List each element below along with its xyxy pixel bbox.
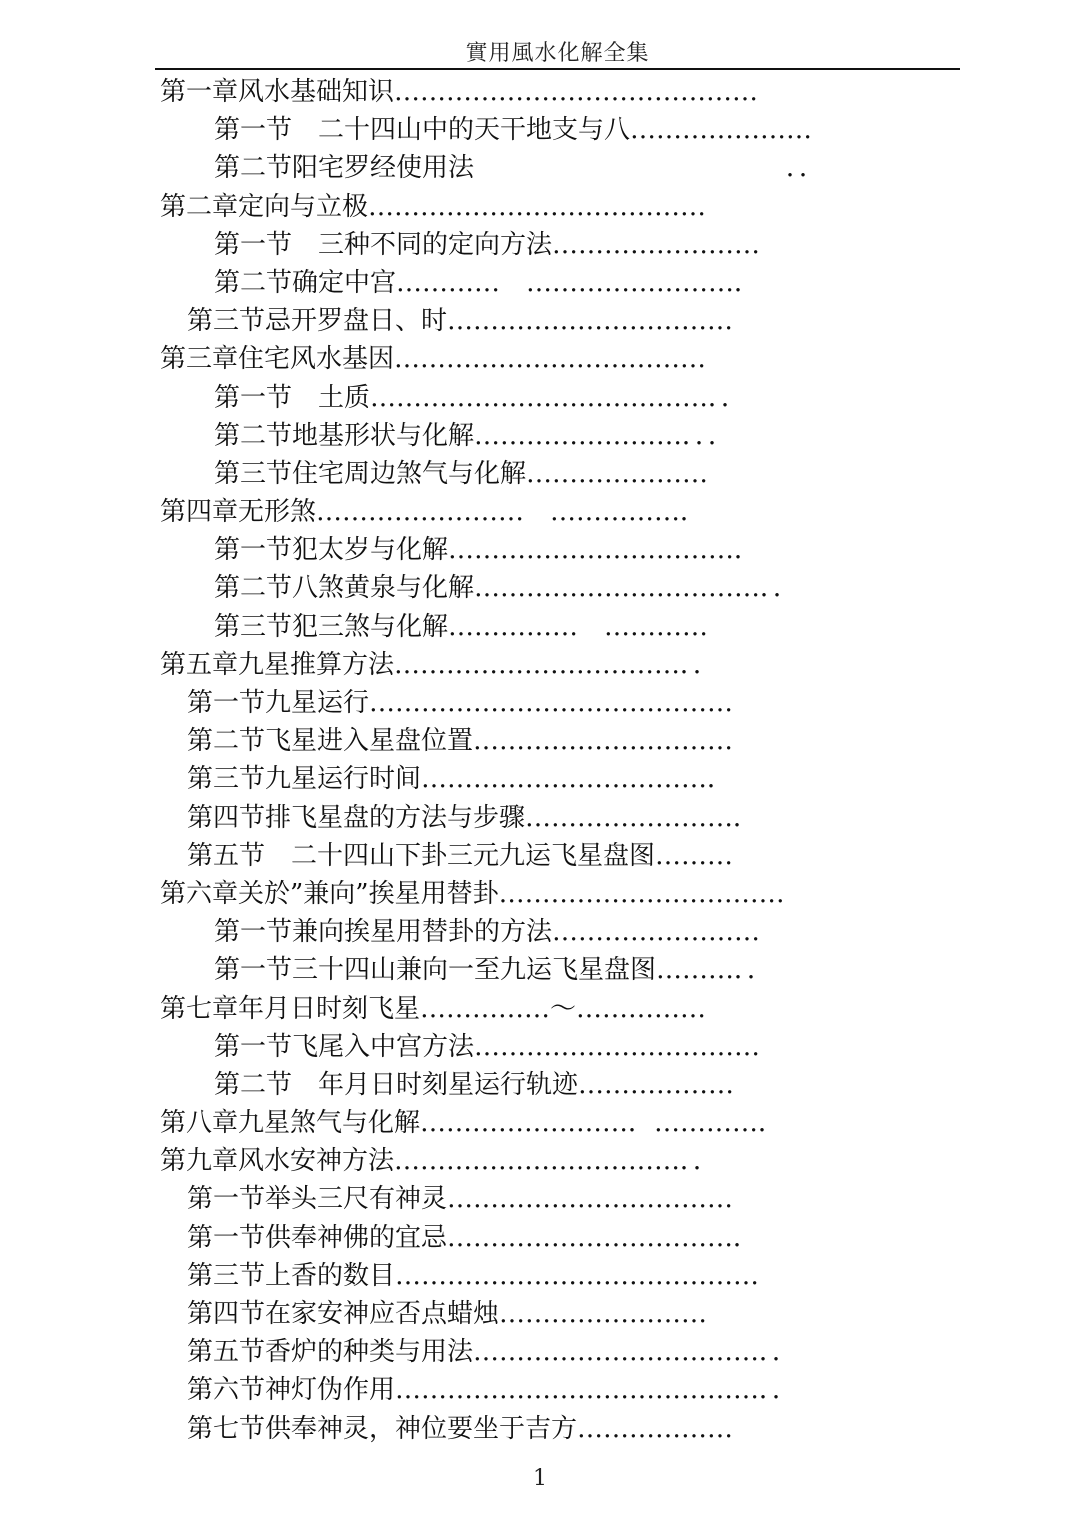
toc-section-entry <box>0 1295 1080 1333</box>
toc-section-entry <box>0 226 1080 264</box>
toc-entry-text: 第三节住宅周边煞气与化解………………… <box>214 458 709 489</box>
toc-chapter-entry <box>0 990 1080 1028</box>
toc-entry-text: 第四节在家安神应否点蜡烛…………………… <box>187 1299 708 1329</box>
toc-entry-text: 第九章风水安神方法……………………………．． <box>160 1146 720 1177</box>
toc-entry-text: 第一节 三种不同的定向方法…………………… <box>214 229 761 260</box>
toc-entry-text: 第八章九星煞气与化解……………………．…………． <box>160 1108 785 1139</box>
toc-section-entry <box>0 760 1080 798</box>
toc-entry-text: 第三节上香的数目…………………………………… <box>187 1260 760 1291</box>
toc-chapter-entry <box>0 188 1080 226</box>
toc-chapter-entry <box>0 1104 1080 1142</box>
toc-entry-text: 第一节犯太岁与化解……………………………． <box>214 535 761 566</box>
toc-chapter-entry <box>0 646 1080 684</box>
toc-section-entry <box>0 1028 1080 1066</box>
toc-section-entry <box>0 1180 1080 1218</box>
toc-entry-text: 第一节九星运行…………………………………… <box>187 688 734 718</box>
toc-section-entry <box>0 608 1080 646</box>
toc-section-entry <box>0 951 1080 989</box>
toc-entry-text: 第二节八煞黄泉与化解……………………………．． <box>214 573 800 604</box>
toc-section-entry <box>0 455 1080 493</box>
toc-entry-text: 第一节 二十四山中的天干地支与八………………… <box>214 115 813 146</box>
toc-section-entry <box>0 531 1080 569</box>
toc-entry-text: 第二节确定中宫………… ……………………． <box>214 267 761 298</box>
toc-entry-text: 第二节飞星进入星盘位置………………………… <box>187 726 734 757</box>
toc-section-entry <box>0 264 1080 302</box>
toc-entry-text: 第二节地基形状与化解……………………．．． <box>214 420 735 451</box>
toc-entry-text: 第二节 年月日时刻星运行轨迹……………… <box>214 1069 735 1100</box>
toc-entry-text: 第七节供奉神灵，神位要坐于吉方……………… <box>187 1413 734 1444</box>
toc-chapter-entry <box>0 1142 1080 1180</box>
toc-entry-text: 第三节九星运行时间……………………………． <box>187 764 734 795</box>
toc-entry-text: 第三节忌开罗盘日、时…………………………… <box>187 306 734 337</box>
toc-section-entry <box>0 111 1080 149</box>
toc-entry-text: 第三节犯三煞与化解…………… ………… <box>214 611 709 642</box>
toc-section-entry <box>0 722 1080 760</box>
toc-entry-text: 第六节神灯伪作用……………………………………．． <box>187 1375 799 1406</box>
toc-section-entry <box>0 1257 1080 1295</box>
header-rule <box>155 68 960 70</box>
toc-section-entry <box>0 799 1080 837</box>
toc-chapter-entry <box>0 73 1080 111</box>
toc-entry-text: 第四章无形煞…………………… ……………． <box>160 497 707 528</box>
toc-section-entry <box>0 1371 1080 1409</box>
toc-section-entry <box>0 149 1080 187</box>
toc-section-entry <box>0 684 1080 722</box>
page-number: 1 <box>533 1466 547 1491</box>
toc-section-entry <box>0 1333 1080 1371</box>
toc-entry-text: 第四节排飞星盘的方法与步骤……………………． <box>187 802 760 833</box>
toc-section-entry <box>0 1410 1080 1448</box>
toc-section-entry <box>0 569 1080 607</box>
toc-entry-text: 第一节供奉神佛的宜忌……………………………． <box>187 1222 760 1253</box>
toc-entry-text: 第一节兼向挨星用替卦的方法…………………… <box>214 917 761 948</box>
toc-section-entry <box>0 379 1080 417</box>
toc-section-entry <box>0 837 1080 875</box>
toc-section-entry <box>0 302 1080 340</box>
toc-entry-text: 第一节三十四山兼向一至九运飞星盘图………．． <box>214 955 774 986</box>
toc-entry-text: 第一节举头三尺有神灵…………………………… <box>187 1184 734 1215</box>
toc-chapter-entry <box>0 493 1080 531</box>
table-of-contents <box>0 73 1080 1448</box>
toc-section-entry <box>0 1066 1080 1104</box>
toc-chapter-entry <box>0 875 1080 913</box>
toc-entry-text: 第六章关於”兼向”挨星用替卦…………………………… <box>160 878 785 909</box>
toc-entry-text: 第七章年月日时刻飞星……………～…………… <box>160 993 707 1024</box>
page-header-title: 實用風水化解全集 <box>465 41 650 66</box>
toc-entry-text: 第一节 土质…………………………………．． <box>214 382 748 413</box>
toc-entry-text: 第二章定向与立极………………………………… <box>160 191 707 222</box>
toc-entry-text: 第一节飞尾入中宫方法…………………………… <box>214 1031 761 1062</box>
toc-chapter-entry <box>0 340 1080 378</box>
toc-entry-text: 第五节 二十四山下卦三元九运飞星盘图……… <box>187 840 734 871</box>
toc-section-entry <box>0 913 1080 951</box>
toc-entry-text: 第五节香炉的种类与用法……………………………．． <box>187 1337 799 1368</box>
toc-section-entry <box>0 417 1080 455</box>
toc-section-entry <box>0 1219 1080 1257</box>
toc-entry-text: 第二节阳宅罗经使用法 ．． <box>214 153 826 184</box>
toc-entry-text: 第一章风水基础知识…………………………………… <box>160 77 759 107</box>
toc-entry-text: 第三章住宅风水基因……………………………… <box>160 344 707 375</box>
toc-entry-text: 第五章九星推算方法……………………………．． <box>160 649 720 680</box>
